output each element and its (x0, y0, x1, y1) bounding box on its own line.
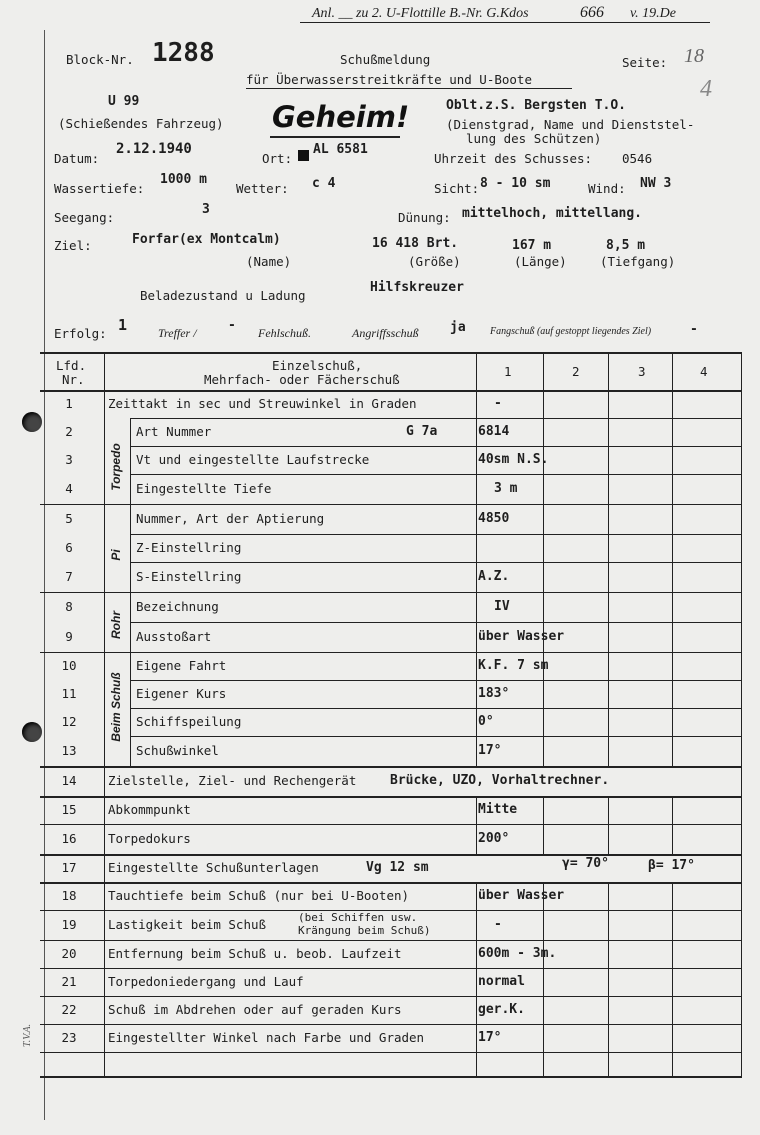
row-rule (130, 534, 742, 535)
row-label: Torpedoniedergang und Lauf (108, 974, 304, 989)
header-lfd-2: Nr. (62, 372, 85, 387)
anl-suffix: v. 19.De (630, 6, 676, 21)
row-label: Eingestellte Schußunterlagen (108, 860, 319, 875)
title-underline (246, 88, 572, 89)
row-label: Eigene Fahrt (136, 658, 227, 673)
datum-label: Datum: (54, 151, 100, 166)
row-label: Lastigkeit beim Schuß (108, 917, 267, 932)
row-extra: G 7a (406, 424, 438, 439)
row-rule (40, 796, 742, 798)
row-value: - (494, 917, 502, 932)
ziel-groesse: 16 418 Brt. (372, 236, 459, 251)
group-label-pi: Pi (109, 549, 123, 561)
row-label: Ausstoßart (136, 629, 212, 644)
group-label-torpedo: Torpedo (109, 443, 123, 491)
row-value: 17° (478, 743, 502, 758)
header-desc-2: Mehrfach- oder Fächerschuß (204, 372, 400, 387)
row-number: 3 (65, 452, 73, 467)
row-rule (40, 824, 742, 825)
row-label: Vt und eingestellte Laufstrecke (136, 452, 370, 467)
row-number: 21 (61, 974, 77, 989)
header-underline (300, 22, 710, 23)
seite-value: 18 (684, 45, 704, 67)
fangschuss-value: - (690, 322, 698, 337)
row-rule (130, 680, 742, 681)
row-label: Torpedokurs (108, 831, 191, 846)
margin-note: T.V.A. (22, 1023, 34, 1048)
ziel-laenge: 167 m (512, 238, 552, 253)
sicht-label: Sicht: (434, 181, 480, 196)
row-value: IV (494, 599, 510, 614)
row-label: Schußwinkel (136, 743, 219, 758)
row-rule (40, 390, 742, 392)
row-rule (40, 940, 742, 941)
row-value: Mitte (478, 802, 518, 817)
title-line-1: Schußmeldung (340, 52, 431, 67)
row-rule (130, 708, 742, 709)
anl-text: Anl. __ zu 2. U-Flottille B.-Nr. G.Kdos (312, 6, 529, 21)
table-bottom-border (40, 1076, 742, 1078)
duenung-label: Dünung: (398, 210, 451, 225)
punch-hole-top (22, 412, 42, 432)
groesse-label: (Größe) (408, 254, 461, 269)
row-number: 20 (61, 946, 77, 961)
ort-label: Ort: (262, 151, 293, 166)
wind-value: NW 3 (640, 176, 672, 191)
angriffsschuss-value: ja (450, 320, 466, 335)
row-number: 10 (61, 658, 77, 673)
uhrzeit-value: 0546 (622, 151, 653, 166)
row-number: 4 (65, 481, 73, 496)
anl-number: 666 (580, 4, 604, 21)
col-line-1b (476, 796, 477, 854)
row-value: über Wasser (478, 629, 565, 644)
row-sublabel: (bei Schiffen usw. (298, 911, 418, 924)
wind-label: Wind: (588, 181, 626, 196)
geheim-stamp: Geheim! (272, 100, 410, 134)
row-value: über Wasser (478, 888, 565, 903)
col-header-4: 4 (700, 364, 708, 379)
row-number: 9 (65, 629, 73, 644)
stamp-mark: 4 (700, 76, 712, 102)
col-line-2c (543, 882, 544, 1076)
beladezustand-label: Beladezustand u Ladung (140, 288, 306, 303)
title-line-2: für Überwasserstreitkräfte und U-Boote (246, 72, 532, 87)
col-line-4c (672, 882, 673, 1076)
col-line-4a (672, 354, 673, 766)
duenung-value: mittelhoch, mittellang. (462, 206, 643, 221)
row-rule (40, 854, 742, 856)
row-rule (130, 736, 742, 737)
row-number: 14 (61, 773, 77, 788)
laenge-label: (Länge) (514, 254, 567, 269)
erfolg-label: Erfolg: (54, 326, 107, 341)
ort-value: AL 6581 (313, 142, 368, 157)
wetter-label: Wetter: (236, 181, 289, 196)
ziel-tiefgang: 8,5 m (606, 238, 646, 253)
tiefgang-label: (Tiefgang) (600, 254, 676, 269)
shooter-value: Oblt.z.S. Bergsten T.O. (446, 98, 627, 113)
seegang-label: Seegang: (54, 210, 115, 225)
row-rule (130, 446, 742, 447)
seite-label: Seite: (622, 55, 668, 70)
row-value: 4850 (478, 511, 510, 526)
row-label: Schuß im Abdrehen oder auf geraden Kurs (108, 1002, 402, 1017)
wassertiefe-value: 1000 m (160, 172, 207, 187)
row-value: Brücke, UZO, Vorhaltrechner. (390, 773, 610, 788)
row-number: 13 (61, 743, 77, 758)
ziel-label: Ziel: (54, 238, 92, 253)
row-number: 2 (65, 424, 73, 439)
row-rule (40, 1024, 742, 1025)
row-label: Eingestellter Winkel nach Farbe und Graden (108, 1030, 425, 1045)
sicht-value: 8 - 10 sm (480, 176, 551, 191)
row-value: K.F. 7 sm (478, 658, 549, 673)
row-label: Art Nummer (136, 424, 212, 439)
row-number: 8 (65, 599, 73, 614)
datum-value: 2.12.1940 (116, 141, 192, 157)
col-line-3b (608, 796, 609, 854)
col-line-4b (672, 796, 673, 854)
col-line-3c (608, 882, 609, 1076)
row-label: Z-Einstellring (136, 540, 242, 555)
row-value: - (494, 396, 502, 411)
row-value-gamma: γ= 70° (562, 856, 609, 871)
ziel-name: Forfar(ex Montcalm) (132, 232, 281, 247)
col-line-2b (543, 796, 544, 854)
ort-box (298, 150, 309, 161)
row-number: 22 (61, 1002, 77, 1017)
row-value: 3 m (494, 481, 518, 496)
row-number: 15 (61, 802, 77, 817)
row-number: 1 (65, 396, 73, 411)
row-rule (40, 592, 742, 593)
shooter-label-1: (Dienstgrad, Name und Dienststel- (446, 117, 695, 132)
row-value: A.Z. (478, 569, 510, 584)
col-line-2a (543, 354, 544, 766)
row-rule (40, 968, 742, 969)
col-header-2: 2 (572, 364, 580, 379)
row-label: Zeittakt in sec und Streuwinkel in Graden (108, 396, 417, 411)
name-label: (Name) (246, 254, 292, 269)
row-label: Bezeichnung (136, 599, 219, 614)
row-rule (40, 504, 742, 505)
row-rule (40, 766, 742, 768)
row-label: Entfernung beim Schuß u. beob. Laufzeit (108, 946, 402, 961)
row-value-vg: Vg 12 sm (366, 860, 429, 875)
block-label: Block-Nr. (66, 52, 134, 67)
wetter-value: c 4 (312, 176, 336, 191)
uhrzeit-label: Uhrzeit des Schusses: (434, 151, 593, 166)
row-number: 16 (61, 831, 77, 846)
row-label: Nummer, Art der Aptierung (136, 511, 325, 526)
fehlschuss-label: Fehlschuß. (258, 326, 311, 340)
row-label: Zielstelle, Ziel- und Rechengerät (108, 773, 357, 788)
row-label: Eigener Kurs (136, 686, 227, 701)
angriffsschuss-label: Angriffsschuß (352, 326, 419, 340)
treffer-label: Treffer / (158, 326, 197, 340)
wassertiefe-label: Wassertiefe: (54, 181, 145, 196)
row-value: ger.K. (478, 1002, 525, 1017)
row-sublabel: Krängung beim Schuß) (298, 924, 431, 937)
erfolg-value: 1 (118, 316, 128, 334)
col-line-1c (476, 882, 477, 1076)
row-label: Abkommpunkt (108, 802, 191, 817)
row-value: 600m - 3m. (478, 946, 557, 961)
row-rule (130, 418, 742, 419)
block-number: 1288 (152, 38, 215, 68)
row-rule (130, 622, 742, 623)
row-number: 7 (65, 569, 73, 584)
row-value: 40sm N.S. (478, 452, 549, 467)
row-value: 200° (478, 831, 510, 846)
row-value: normal (478, 974, 525, 989)
col-header-1: 1 (504, 364, 512, 379)
row-number: 17 (61, 860, 77, 875)
row-value: 0° (478, 714, 494, 729)
punch-hole-bottom (22, 722, 42, 742)
group-label-beimschuss: Beim Schuß (109, 672, 123, 742)
row-value: 17° (478, 1030, 502, 1045)
row-rule (40, 996, 742, 997)
row-number: 12 (61, 714, 77, 729)
row-value-beta: β= 17° (648, 858, 695, 873)
row-value: 6814 (478, 424, 510, 439)
row-number: 18 (61, 888, 77, 903)
group-label-rohr: Rohr (109, 611, 123, 639)
row-value: 183° (478, 686, 510, 701)
row-rule (130, 474, 742, 475)
vessel-value: U 99 (108, 94, 140, 109)
row-rule (130, 562, 742, 563)
row-label: Eingestellte Tiefe (136, 481, 272, 496)
row-number: 23 (61, 1030, 77, 1045)
row-label: S-Einstellring (136, 569, 242, 584)
row-rule (40, 882, 742, 884)
row-rule (40, 652, 742, 653)
vessel-label: (Schießendes Fahrzeug) (58, 116, 224, 131)
row-number: 6 (65, 540, 73, 555)
header-lfd-1: Lfd. (56, 358, 87, 373)
row-label: Schiffspeilung (136, 714, 242, 729)
beladezustand-value: Hilfskreuzer (370, 280, 464, 295)
header-desc-1: Einzelschuß, (272, 358, 363, 373)
row-number: 19 (61, 917, 77, 932)
fehlschuss-value: - (228, 318, 236, 333)
col-line-1a (476, 354, 477, 766)
row-rule (40, 1052, 742, 1053)
col-line-3a (608, 354, 609, 766)
col-header-3: 3 (638, 364, 646, 379)
fangschuss-label: Fangschuß (auf gestoppt liegendes Ziel) (490, 326, 652, 337)
geheim-underline (270, 136, 400, 138)
row-label: Tauchtiefe beim Schuß (nur bei U-Booten) (108, 888, 410, 903)
row-number: 5 (65, 511, 73, 526)
seegang-value: 3 (202, 202, 210, 217)
shooter-label-2: lung des Schützen) (466, 131, 602, 146)
row-number: 11 (61, 686, 77, 701)
table-top-border (40, 352, 742, 354)
